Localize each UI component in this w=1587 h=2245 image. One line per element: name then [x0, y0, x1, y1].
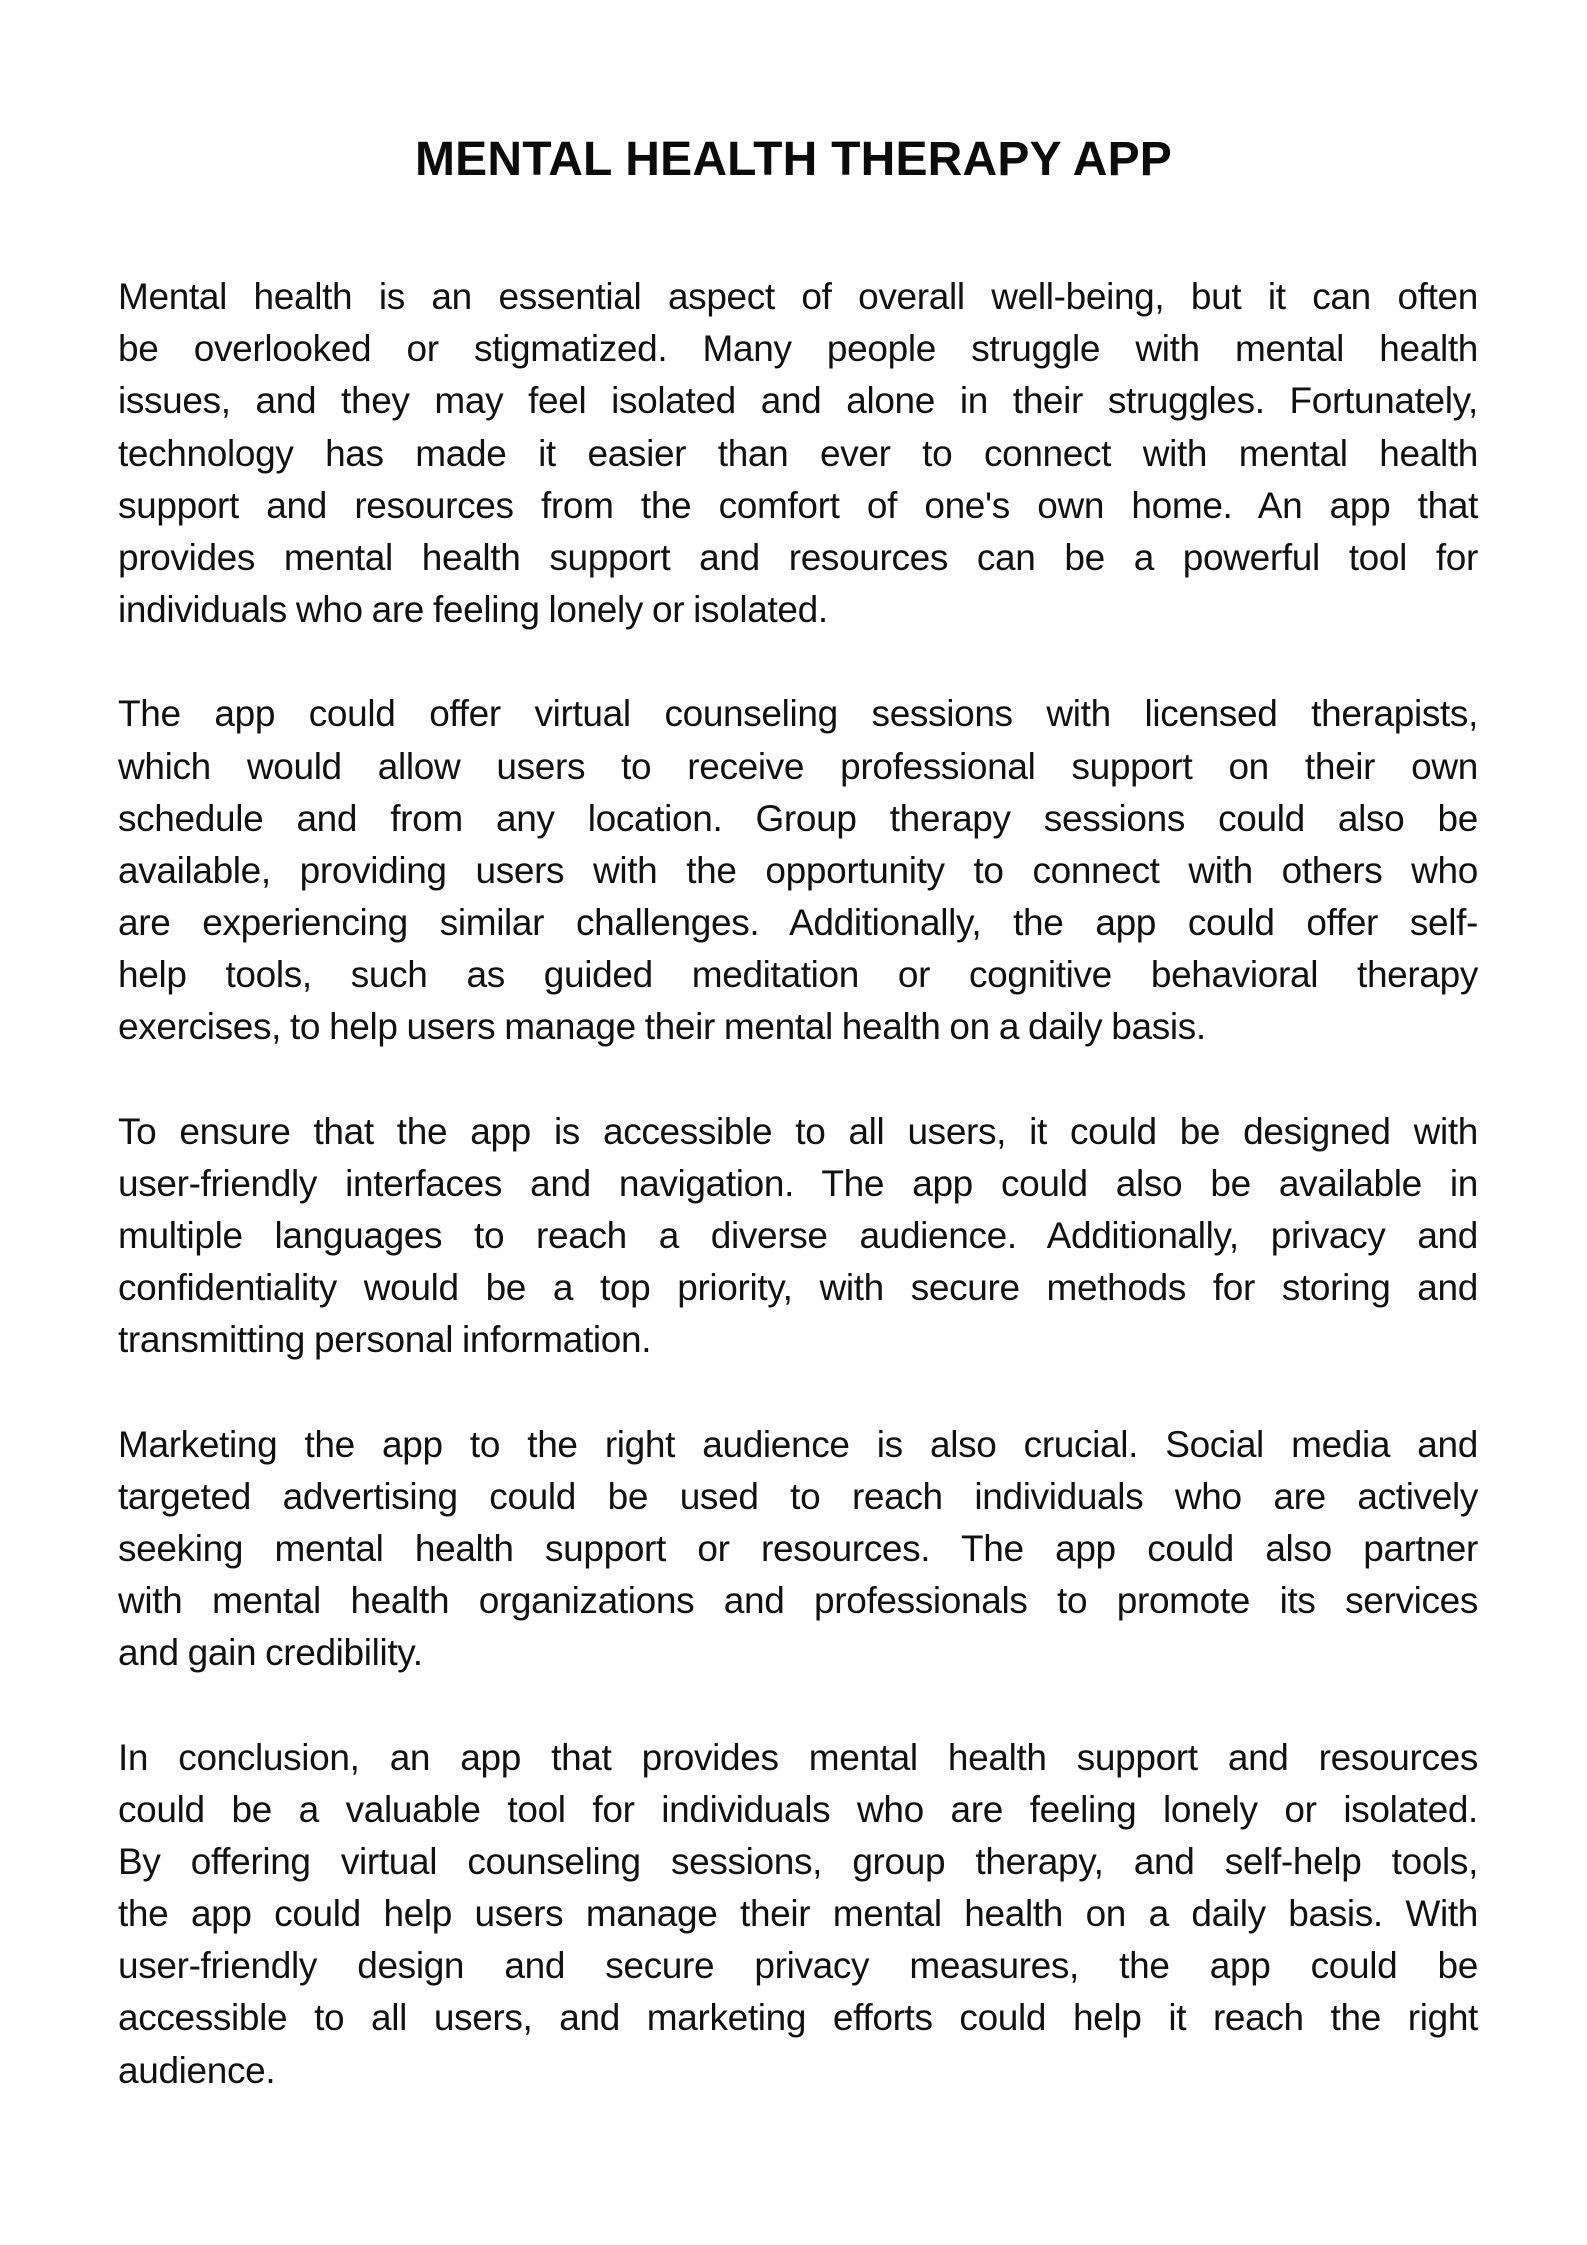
page-title: MENTAL HEALTH THERAPY APP: [414, 133, 1173, 186]
text-line: schedule and from any location. Group therapy sessions could also be: [118, 797, 1478, 839]
text-line: support and resources from the comfort of one's own home. An app that: [118, 484, 1478, 526]
text-line: technology has made it easier than ever to connect with mental health: [118, 432, 1478, 474]
text-line: provides mental health support and resources can be a powerful tool for: [118, 536, 1478, 578]
text-line: be overlooked or stigmatized. Many people struggle with mental health: [118, 328, 1478, 370]
text-line: By offering virtual counseling sessions, group therapy, and self-help tools,: [118, 1840, 1478, 1882]
paragraph-introduction: [118, 271, 1478, 636]
text-line: Mental health is an essential aspect of overall well-being, but it can often: [118, 276, 1478, 317]
text-line: could be a valuable tool for individuals who are feeling lonely or isolated.: [118, 1788, 1478, 1830]
text-line: issues, and they may feel isolated and alone in their struggles. Fortunately,: [118, 380, 1478, 422]
text-line: user-friendly design and secure privacy measures, the app could be: [118, 1945, 1478, 1987]
text-line: accessible to all users, and marketing efforts could help it reach the right: [118, 1997, 1478, 2039]
text-line: The app could offer virtual counseling sessions with licensed therapists,: [118, 693, 1478, 735]
text-line: targeted advertising could be used to reach individuals who are actively: [118, 1475, 1478, 1517]
text-line: are experiencing similar challenges. Additionally, the app could offer self-: [118, 902, 1478, 944]
text-line: with mental health organizations and professionals to promote its services: [118, 1580, 1478, 1622]
text-line: In conclusion, an app that provides mental health support and resources: [118, 1736, 1478, 1778]
text-line: multiple languages to reach a diverse audience. Additionally, privacy and: [118, 1215, 1478, 1256]
text-line: Marketing the app to the right audience is also crucial. Social media and: [118, 1423, 1478, 1465]
text-line: seeking mental health support or resources. The app could also partner: [118, 1527, 1478, 1569]
text-line: exercises, to help users manage their mental health on a daily basis.: [118, 1006, 1206, 1048]
text-line: user-friendly interfaces and navigation. The app could also be available in: [118, 1162, 1478, 1204]
paragraph-features: [118, 688, 1478, 1053]
text-line: available, providing users with the opportunity to connect with others who: [118, 849, 1478, 891]
text-line: confidentiality would be a top priority, with secure methods for storing and: [118, 1267, 1478, 1309]
text-line: individuals who are feeling lonely or isolated.: [118, 589, 828, 631]
paragraph-marketing: [118, 1419, 1478, 1680]
text-line: help tools, such as guided meditation or cognitive behavioral therapy: [118, 954, 1478, 996]
text-line: which would allow users to receive professional support on their own: [118, 745, 1478, 787]
paragraph-conclusion: [118, 1732, 1478, 2097]
text-line: transmitting personal information.: [118, 1319, 652, 1361]
text-line: and gain credibility.: [118, 1632, 423, 1674]
text-line: the app could help users manage their mental health on a daily basis. With: [118, 1893, 1478, 1935]
document-body: [118, 271, 1478, 2149]
text-line: To ensure that the app is accessible to all users, it could be designed with: [118, 1110, 1478, 1152]
paragraph-accessibility: [118, 1106, 1478, 1367]
text-line: audience.: [118, 2049, 276, 2091]
